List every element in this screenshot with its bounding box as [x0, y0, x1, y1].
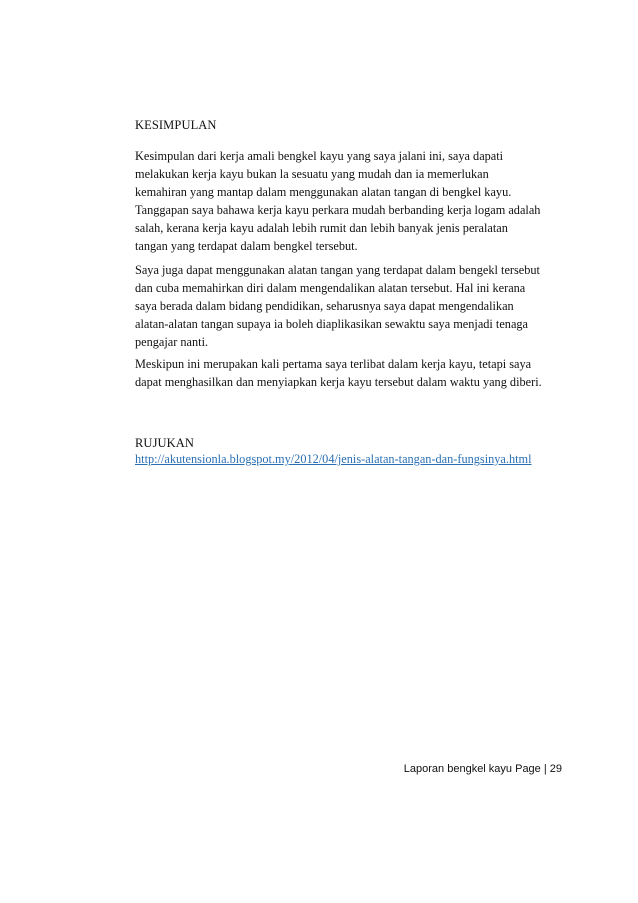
paragraph-line: pengajar nanti. [135, 335, 209, 349]
paragraph-line: Kesimpulan dari kerja amali bengkel kayu yang saya jalani ini, saya dapati [135, 149, 504, 163]
paragraph-line: salah, kerana kerja kayu adalah lebih rumit dan lebih banyak jenis peralatan [135, 221, 508, 235]
rujukan-heading: RUJUKAN [135, 436, 195, 450]
page-footer: Laporan bengkel kayu Page | 29 [403, 763, 562, 775]
paragraph-line: Saya juga dapat menggunakan alatan tangan yang terdapat dalam bengekl tersebut [135, 263, 540, 277]
paragraph-line: kemahiran yang mantap dalam menggunakan alatan tangan di bengkel kayu. [135, 185, 512, 199]
paragraph-line: alatan-alatan tangan supaya ia boleh diaplikasikan sewaktu saya menjadi tenaga [135, 317, 529, 331]
paragraph-line: melakukan kerja kayu bukan la sesuatu yang mudah dan ia memerlukan [135, 167, 489, 181]
paragraph-line: dan cuba memahirkan diri dalam mengendalikan alatan tersebut. Hal ini kerana [135, 281, 526, 295]
paragraph-line: Meskipun ini merupakan kali pertama saya terlibat dalam kerja kayu, tetapi saya [135, 357, 532, 371]
paragraph-line: dapat menghasilkan dan menyiapkan kerja kayu tersebut dalam waktu yang diberi. [135, 375, 542, 389]
paragraph-line: tangan yang terdapat dalam bengkel tersebut. [135, 239, 358, 253]
paragraph-line: Tanggapan saya bahawa kerja kayu perkara mudah berbanding kerja logam adalah [135, 203, 541, 217]
reference-link[interactable]: http://akutensionla.blogspot.my/2012/04/jenis-alatan-tangan-dan-fungsinya.html [135, 452, 532, 466]
kesimpulan-heading: KESIMPULAN [135, 118, 217, 132]
paragraph-line: saya berada dalam bidang pendidikan, seharusnya saya dapat mengendalikan [135, 299, 514, 313]
